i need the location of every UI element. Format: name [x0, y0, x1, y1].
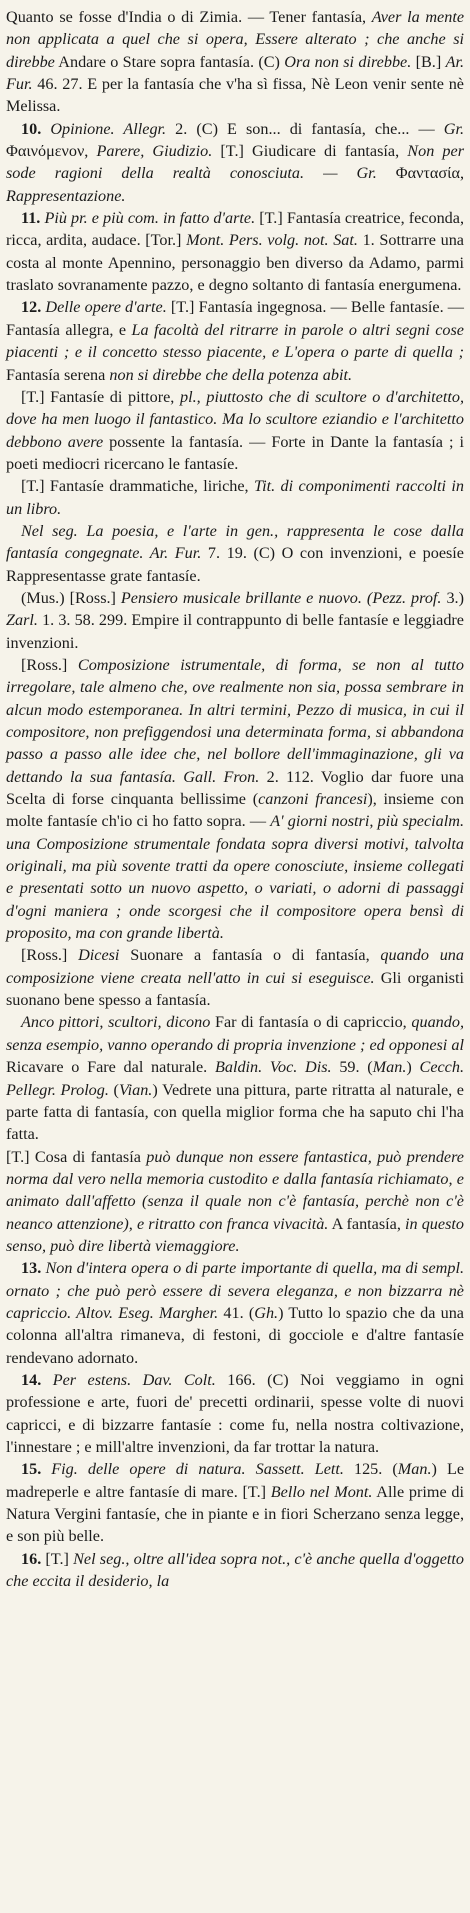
entry-paragraph: (Mus.) [Ross.] Pensiero musicale brillante e nuovo. (Pezz. prof. 3.) Zarl. 1. 3. 58. 299. Empire il contrappunto di belle fantasíe e leggiadre invenzioni. — [6, 588, 464, 652]
entry-sense-15: 15. Fig. delle opere di natura. Sassett. Lett. 125. (Man.) Le madreperle e altre fantasíe di mare. [T.] Bello nel Mont. Alle prime di Natura Vergini fantasíe, che in piante e in fiori Scherzano senza legge, e son più belle. — [6, 1460, 465, 1546]
entry-sense-13: 13. Non d'intera opera o di parte importante di quella, ma di sempl. ornato ; che può però essere di severa eleganza, e non bizzarra nè capriccio. Altov. Eseg. Margher. 41. (Gh.) Tutto lo spazio che da una colonna all'altra rimaneva, di festoni, di gocciole e d'altre fantasíe rendevano adornato. — [6, 1259, 464, 1367]
entry-paragraph: [T.] Fantasíe drammatiche, liriche, Tit. di componimenti raccolti in un libro. — [6, 477, 464, 518]
entry-sense-14: 14. Per estens. Dav. Colt. 166. (C) Noi veggiamo in ogni professione e arte, fuori de' precetti ordinarii, spesse volte di nuovi capricci, e di bizzarre fantasíe : come fu, nella nostra coltivazione, l'innestare ; e mill'altre invenzioni, da far trottar la natura. — [6, 1370, 465, 1456]
entry-sense-12: 12. Delle opere d'arte. [T.] Fantasía ingegnosa. — Belle fantasíe. — Fantasía allegra, e La facoltà del ritrarre in parole o altri segni cose piacenti ; e il concetto stesso piacente, e L'opera o parte di quella ; Fantasía serena non si direbbe che della potenza abit. — [6, 298, 464, 384]
entry-paragraph: Anco pittori, scultori, dicono Far di fantasía o di capriccio, quando, senza esempio, vanno operando di propria invenzione ; ed opponesi al Ricavare o Fare dal naturale. Baldin. Voc. Dis. 59. (Man.) Cecch. Pellegr. Prolog. (Vian.) Vedrete una pittura, parte ritratta al naturale, e parte fatta di fantasía, con quella miglior forma che ha saputo chi l'ha fatta. — [6, 1013, 465, 1144]
entry-sense-11: 11. Più pr. e più com. in fatto d'arte. [T.] Fantasía creatrice, feconda, ricca, ardita, audace. [Tor.] Mont. Pers. volg. not. Sat. 1. Sottrarre una costa al monte Apennino, personaggio ben diverso da Adamo, parmi traslato sovranamente pazzo, e degno soltanto di fantasía energumena. — [6, 209, 465, 295]
entry-sense-16: 16. [T.] Nel seg., oltre all'idea sopra not., c'è anche quella d'oggetto che eccita il desiderio, la — [6, 1549, 464, 1591]
entry-paragraph: Nel seg. La poesia, e l'arte in gen., rappresenta le cose dalla fantasía congegnate. Ar. Fur. 7. 19. (C) O con invenzioni, e poesíe Rappresentasse grate fantasíe. — [6, 521, 464, 585]
entry-paragraph: Quanto se fosse d'India o di Zimia. — Tener fantasía, Aver la mente non applicata a quel che si opera, Essere alterato ; che anche si direbbe Andare o Stare sopra fantasía. (C) Ora non si direbbe. [B.] Ar. Fur. 46. 27. E per la fantasía che v'ha sì fissa, Nè Leon venir sente nè Melissa. — [6, 8, 465, 116]
entry-sense-10: 10. Opinione. Allegr. 2. (C) E son... di fantasía, che... — Gr. Φαινόμενον, Parere, Giudizio. [T.] Giudicare di fantasía, Non per sode ragioni della realtà conosciuta. — Gr. Φαντασία, Rappresentazione. — [6, 119, 465, 205]
entry-paragraph: [Ross.] Dicesi Suonare a fantasía o di fantasía, quando una composizione viene creata nell'atto in cui si eseguisce. Gli organisti suonano bene spesso a fantasía. — [6, 946, 464, 1010]
entry-paragraph: [T.] Fantasíe di pittore, pl., piuttosto che di scultore o d'architetto, dove ha men luogo il fantastico. Ma lo scultore eziandio e l'architetto debbono avere possente la fantasía. — Forte in Dante la fantasía ; i poeti mediocri ricercano le fantasíe. — [6, 387, 465, 473]
entry-paragraph: [Ross.] Composizione istrumentale, di forma, se non al tutto irregolare, tale almeno che, ove realmente non sia, possa sembrare in alcun modo estemporanea. In altri termini, Pezzo di musica, in cui il compositore, non prefiggendosi una determinata forma, si abbandona passo a passo alle idee che, nel bollore dell'immaginazione, gli va dettando la sua fantasía. Gall. Fron. 2. 112. Voglio dar fuore una Scelta di forse cinquanta bellissime (canzoni francesi), insieme con molte fantasíe ch'io ci ho fatto sopra. — A' giorni nostri, più specialm. una Composizione strumentale fondata sopra diversi motivi, talvolta originali, ma più sovente tratti da opere conosciute, insieme collegati e presentati sotto un nuovo aspetto, o variati, o adorni di passaggi d'ogni maniera ; onde scorgesi che il compositore opera bensì di proposito, ma con grande libertà. — [6, 655, 464, 943]
entry-paragraph: [T.] Cosa di fantasía può dunque non essere fantastica, può prendere norma dal vero nella memoria custodito e dalla fantasía richiamato, e animato dall'affetto (senza il quale non c'è fantasía, perchè non c'è neanco attenzione), e ritratto con franca vivacità. A fantasía, in questo senso, può dire libertà viemaggiore. — [6, 1147, 464, 1255]
